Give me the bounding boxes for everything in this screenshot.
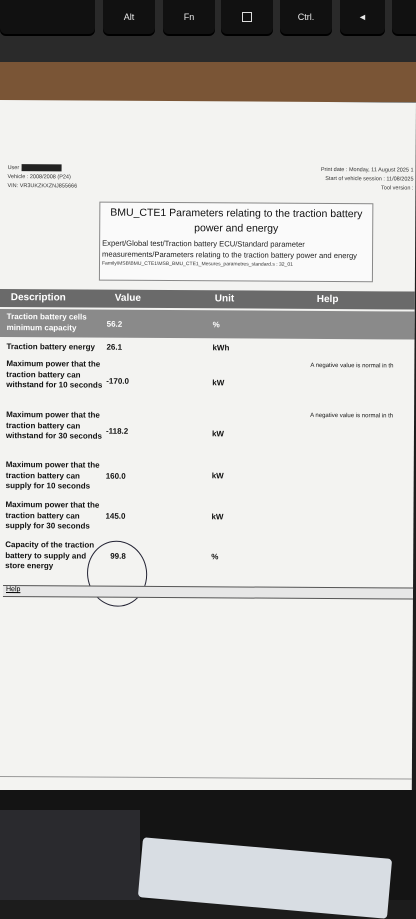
table-row (0, 500, 414, 537)
paper-edge-line (0, 776, 412, 780)
key-windows (221, 0, 273, 34)
row-value: -170.0 (106, 376, 129, 386)
row-description: Capacity of the traction battery to supply and store energy (5, 540, 95, 571)
report-title: BMU_CTE1 Parameters relating to the traction battery power and energy (110, 206, 363, 235)
header-description: Description (10, 292, 66, 304)
report-path: Expert/Global test/Traction battery ECU/Standard parameter measurements/Parameters relating to the traction battery power and energy (102, 238, 358, 261)
table-row (0, 341, 415, 358)
row-unit: kW (211, 429, 224, 439)
header-help: Help (316, 293, 339, 306)
row-description: Maximum power that the traction battery can supply for 10 seconds (5, 460, 100, 491)
table-header (0, 289, 415, 310)
help-bar (3, 585, 413, 600)
vin-info: VIN: VR3UKZKXZNJ855666 (7, 183, 78, 190)
row-help: A negative value is normal in th (310, 412, 394, 420)
row-value: 160.0 (105, 471, 126, 481)
key-arrow-left: ◄ (340, 0, 385, 34)
row-unit: % (212, 320, 220, 330)
row-value: 99.8 (110, 551, 126, 561)
row-unit: kWh (212, 343, 230, 353)
desk (0, 62, 416, 102)
key-ctrl: Ctrl. (280, 0, 332, 34)
user-label: User (7, 165, 20, 172)
row-description: Traction battery energy (6, 342, 96, 352)
row-value: 145.0 (105, 511, 126, 521)
row-unit: % (211, 552, 219, 562)
row-unit: kW (212, 378, 225, 388)
key-right (392, 0, 416, 34)
keyboard (0, 0, 416, 62)
key-alt: Alt (103, 0, 155, 34)
row-unit: kW (211, 512, 224, 522)
redaction-mark (21, 164, 61, 171)
header-unit: Unit (214, 293, 235, 305)
tool-version: Tool version : (381, 185, 414, 192)
print-date: Print date : Monday, 11 August 2025 1 (320, 166, 414, 174)
report-header-right (321, 166, 414, 194)
dark-fabric (0, 810, 140, 900)
windows-icon (242, 12, 252, 22)
session-start: Start of vehicle session : 11/08/2025 (325, 175, 414, 183)
row-value: 26.1 (106, 342, 123, 352)
table-row (0, 460, 414, 497)
header-value: Value (114, 292, 141, 304)
help-label: Help (5, 586, 21, 594)
table-row (0, 309, 415, 340)
report-file: Family\MSB\BMU_CTE1\MSB_BMU_CTE1_Mesures_parametres_standard.s : 32_01 (101, 260, 293, 268)
row-description: Maximum power that the traction battery can withstand for 10 seconds (6, 359, 103, 390)
key-left (0, 0, 95, 34)
title-box (99, 202, 373, 283)
vehicle-info: Vehicle : 2008/2008 (P24) (7, 174, 71, 181)
table-row (0, 410, 414, 459)
row-unit: kW (211, 471, 224, 481)
row-description: Maximum power that the traction battery can withstand for 30 seconds (5, 410, 103, 441)
row-value: -118.2 (105, 426, 129, 436)
printed-report (0, 100, 416, 793)
table-row (0, 359, 414, 408)
table-row (0, 540, 413, 577)
key-fn: Fn (163, 0, 215, 34)
row-description: Maximum power that the traction battery can supply for 30 seconds (5, 500, 100, 531)
row-help: A negative value is normal in th (310, 362, 394, 370)
report-header-left (7, 164, 77, 191)
row-description: Traction battery cells minimum capacity (6, 312, 87, 332)
row-value: 56.2 (106, 319, 123, 329)
